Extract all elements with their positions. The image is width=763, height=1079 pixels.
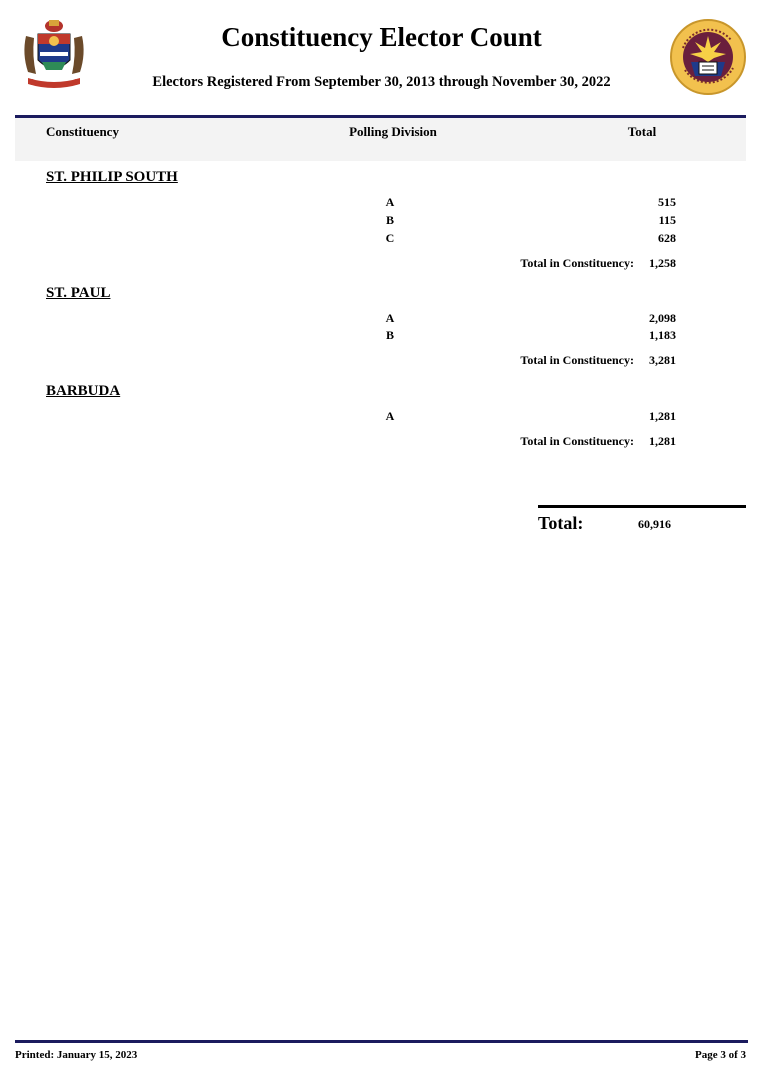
polling-division-label: B (385, 213, 394, 227)
page-subtitle: Electors Registered From September 30, 2013 through November 30, 2022 (152, 74, 611, 90)
polling-division-total: 1,183 (649, 328, 676, 342)
polling-division-total: 515 (658, 195, 676, 209)
grand-total-label: Total: (538, 513, 584, 533)
polling-division-label: C (385, 231, 395, 245)
polling-division-total: 628 (658, 231, 676, 245)
printed-date: Printed: January 15, 2023 (15, 1049, 138, 1061)
footer-divider (15, 1040, 748, 1043)
constituency-name: BARBUDA (46, 383, 121, 399)
polling-division-label: A (385, 195, 395, 209)
constituency-total-label: Total in Constituency: (520, 353, 634, 367)
polling-division-total: 1,281 (649, 409, 676, 423)
constituency-name: ST. PHILIP SOUTH (46, 169, 178, 185)
constituency-name: ST. PAUL (46, 285, 111, 301)
column-header-constituency: Constituency (46, 124, 119, 139)
constituency-total-value: 3,281 (649, 353, 676, 367)
polling-division-label: A (385, 409, 395, 423)
polling-division-total: 2,098 (649, 311, 676, 325)
polling-division-label: B (385, 328, 394, 342)
column-header-polling-division: Polling Division (349, 124, 437, 139)
constituency-total-label: Total in Constituency: (520, 434, 634, 448)
polling-division-label: A (385, 311, 395, 325)
column-header-total: Total (627, 124, 657, 139)
polling-division-total: 115 (658, 213, 676, 227)
constituency-total-label: Total in Constituency: (520, 256, 634, 270)
grand-total-divider (538, 505, 746, 508)
grand-total-value: 60,916 (638, 517, 671, 531)
constituency-total-value: 1,281 (649, 434, 676, 448)
page-number: Page 3 of 3 (694, 1049, 746, 1061)
page-title: Constituency Elector Count (221, 22, 542, 52)
constituency-total-value: 1,258 (649, 256, 676, 270)
